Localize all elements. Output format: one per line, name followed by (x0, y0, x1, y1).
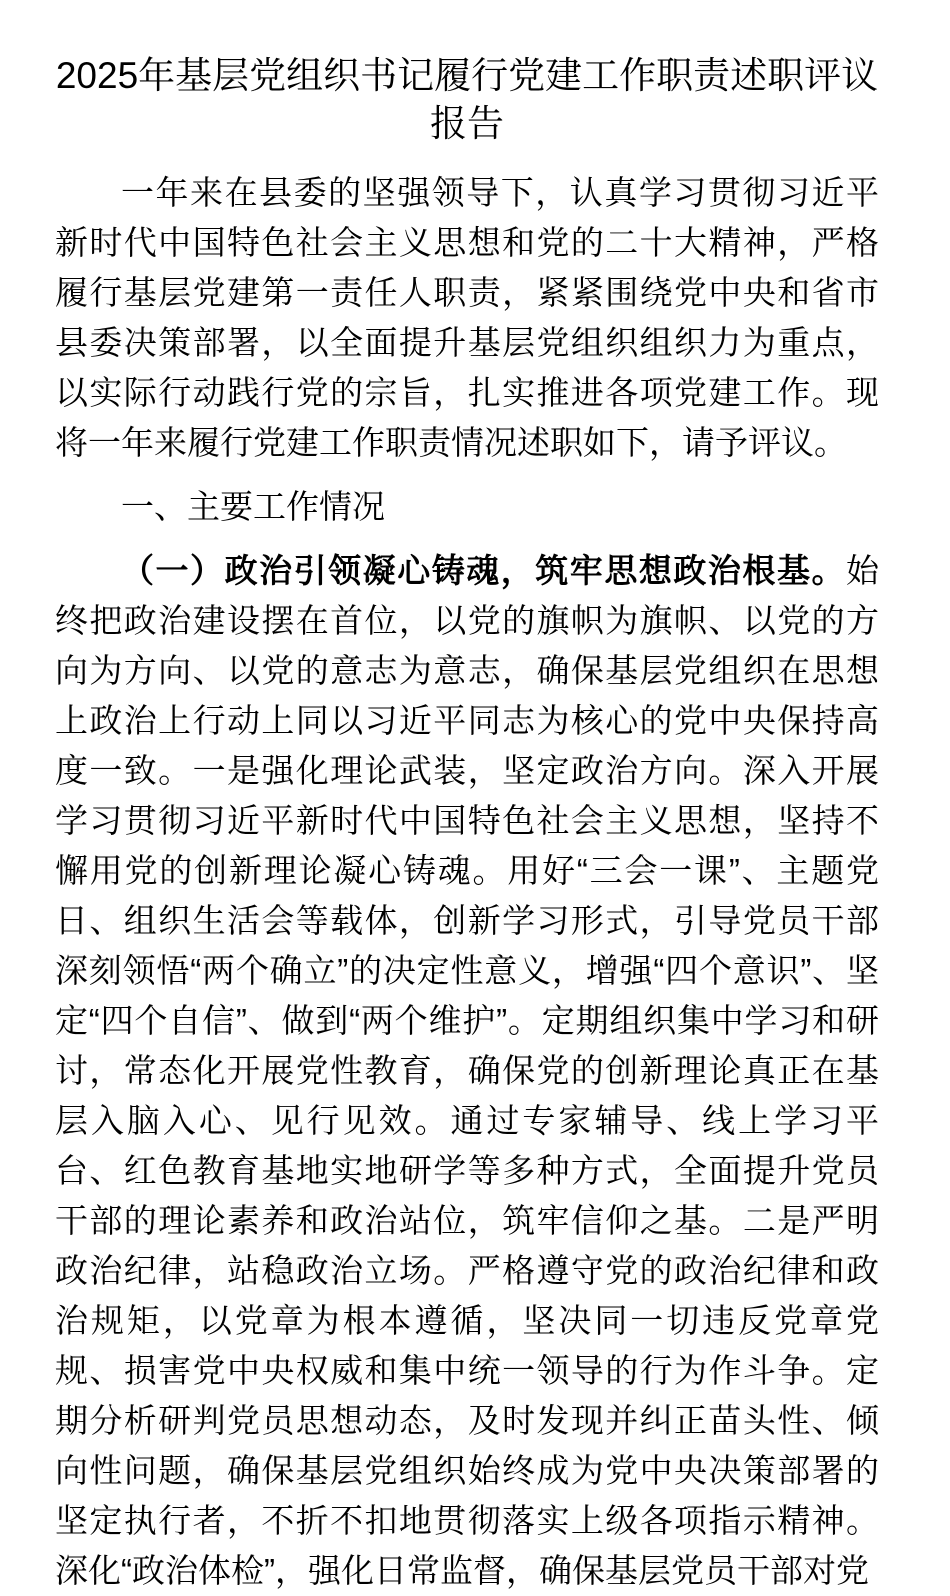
subsection-one-body: 始终把政治建设摆在首位，以党的旗帜为旗帜、以党的方向为方向、以党的意志为意志，确保基层党组织在思想上政治上行动上同以习近平同志为核心的党中央保持高度一致。一是强化理论武装，坚定政治方向。深入开展学习贯彻习近平新时代中国特色社会主义思想，坚持不懈用党的创新理论凝心铸魂。用好“三会一课”、主题党日、组织生活会等载体，创新学习形式，引导党员干部深刻领悟“两个确立”的决定性意义，增强“四个意识”、坚定“四个自信”、做到“两个维护”。定期组织集中学习和研讨，常态化开展党性教育，确保党的创新理论真正在基层入脑入心、见行见效。通过专家辅导、线上学习平台、红色教育基地实地研学等多种方式，全面提升党员干部的理论素养和政治站位，筑牢信仰之基。二是严明政治纪律，站稳政治立场。严格遵守党的政治纪律和政治规矩，以党章为根本遵循，坚决同一切违反党章党规、损害党中央权威和集中统一领导的行为作斗争。定期分析研判党员思想动态，及时发现并纠正苗头性、倾向性问题，确保基层党组织始终成为党中央决策部署的坚定执行者，不折不扣地贯彻落实上级各项指示精神。深化“政治体检”，强化日常监督，确保基层党员干部对党 (55, 552, 879, 1589)
document-body (55, 0, 879, 1596)
subsection-one-heading: （一）政治引领凝心铸魂，筑牢思想政治根基。 (121, 552, 846, 589)
opening-paragraph: 一年来在县委的坚强领导下，认真学习贯彻习近平新时代中国特色社会主义思想和党的二十大精神，严格履行基层党建第一责任人职责，紧紧围绕党中央和省市县委决策部署，以全面提升基层党组织组织力为重点，以实际行动践行党的宗旨，扎实推进各项党建工作。现将一年来履行党建工作职责情况述职如下，请予评议。 (55, 174, 879, 461)
subsection-one-paragraph (55, 546, 879, 1596)
section-heading-one: 一、主要工作情况 (121, 488, 385, 525)
document-title: 2025年基层党组织书记履行党建工作职责述职评议报告 (55, 55, 879, 144)
